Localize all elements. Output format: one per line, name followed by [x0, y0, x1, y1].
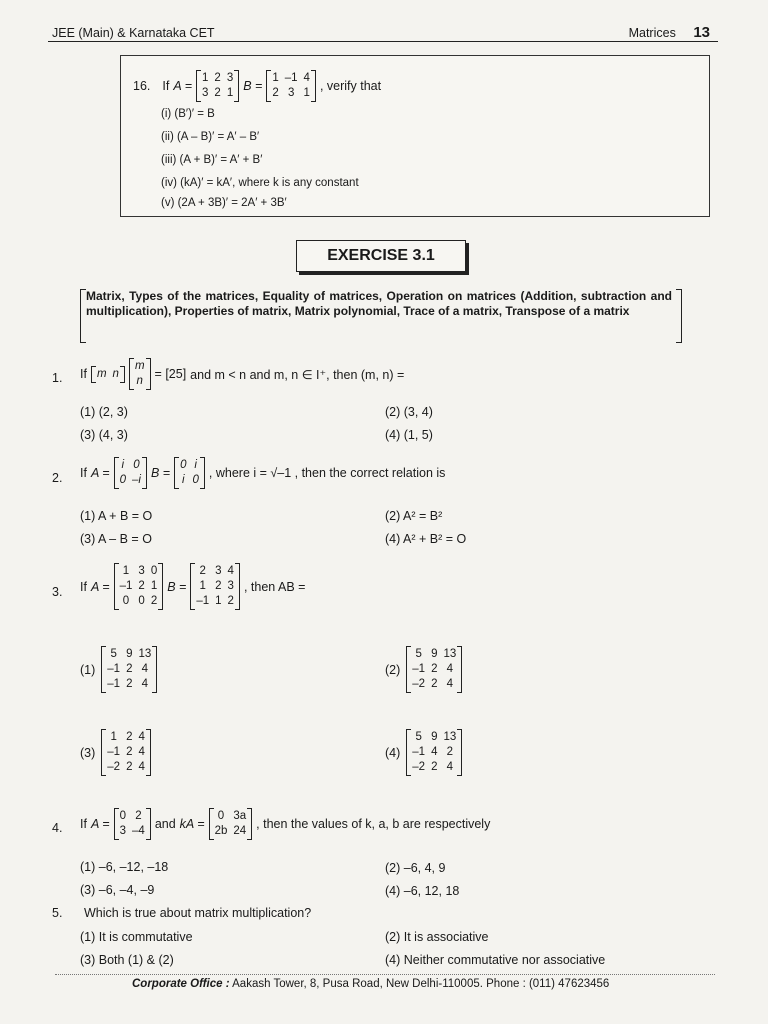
matrix-cell: 2 [199, 565, 206, 577]
option-label: (2) [385, 662, 401, 677]
matrix-cell: –1 [107, 746, 121, 758]
matrix-b [174, 457, 205, 489]
matrix-cell: 4 [303, 72, 310, 84]
matrix-cell: –1 [107, 663, 121, 675]
matrix-cell: 0 [133, 459, 140, 471]
matrix-cell: –1 [196, 595, 210, 607]
matrix-cell: i [194, 459, 197, 471]
matrix-cell: 2 [138, 580, 145, 592]
matrix-cell: 2 [431, 761, 438, 773]
matrix-a-label: A = [90, 466, 110, 480]
topics-list: Matrix, Types of the matrices, Equality of matrices, Operation on matrices (Addition, subtraction and multiplication), Properties of matrix, Matrix polynomial, Trace of a matrix, Transpose of a matrix [86, 289, 672, 318]
matrix-ka-label: kA = [179, 817, 205, 831]
matrix-cell: 13 [138, 648, 152, 660]
exercise-title: EXERCISE 3.1 [296, 240, 466, 272]
matrix-cell: 3 [226, 72, 234, 84]
matrix-cell: 4 [138, 731, 145, 743]
option-3 [80, 729, 151, 776]
part-iii: (iii) (A + B)′ = A′ + B′ [161, 154, 263, 166]
matrix-cell: 3 [202, 87, 209, 99]
question-4-number: 4. [52, 821, 63, 835]
matrix-cell: –1 [284, 72, 298, 84]
option-3: (3) A – B = O [80, 532, 152, 546]
running-header-right [629, 24, 710, 41]
matrix-a [114, 808, 151, 840]
option-matrix [101, 646, 157, 693]
matrix-cell: 5 [415, 731, 422, 743]
column-matrix [129, 358, 151, 390]
question-1-number: 1. [52, 371, 63, 385]
and-word: and [154, 817, 176, 831]
footer-rule [55, 974, 715, 975]
matrix-cell: i [121, 459, 125, 471]
matrix-cell: 4 [446, 663, 454, 675]
option-1: (1) It is commutative [80, 930, 193, 944]
matrix-cell: 0 [217, 810, 225, 822]
matrix-cell: –1 [107, 678, 121, 690]
matrix-cell: 9 [431, 731, 438, 743]
matrix-cell: 2 [215, 580, 222, 592]
question-tail: and m < n and m, n ∈ I⁺, then (m, n) = [190, 367, 405, 382]
question-5-stem: Which is true about matrix multiplication? [84, 906, 312, 920]
matrix-cell: 4 [141, 678, 149, 690]
question-3-stem [80, 563, 305, 610]
matrix-cell: 0 [150, 565, 158, 577]
footer [132, 978, 609, 990]
part-v: (v) (2A + 3B)′ = 2A′ + 3B′ [161, 197, 287, 209]
matrix-cell: 0 [119, 474, 127, 486]
equals-value: = [25] [154, 367, 187, 381]
matrix-cell: –i [132, 474, 141, 486]
option-matrix [406, 646, 462, 693]
matrix-cell: 4 [138, 746, 145, 758]
matrix-cell: –1 [119, 580, 133, 592]
question-16-box [120, 55, 710, 217]
matrix-cell: 1 [199, 580, 206, 592]
question-2-number: 2. [52, 471, 63, 485]
option-3: (3) (4, 3) [80, 428, 128, 442]
matrix-cell: 1 [150, 580, 158, 592]
matrix-cell: 3 [119, 825, 127, 837]
matrix-cell: 3 [287, 87, 295, 99]
question-16-stem [133, 70, 381, 102]
matrix-cell: 1 [303, 87, 310, 99]
option-1: (1) A + B = O [80, 509, 153, 523]
matrix-cell: 5 [110, 648, 117, 660]
if-word: If [80, 579, 87, 594]
matrix-cell: 1 [110, 731, 117, 743]
matrix-cell: 0 [138, 595, 145, 607]
matrix-cell: 2 [227, 595, 234, 607]
option-3: (3) –6, –4, –9 [80, 883, 155, 897]
if-word: If [80, 817, 87, 831]
matrix-cell: 2 [135, 810, 142, 822]
matrix-cell: 4 [446, 761, 454, 773]
option-matrix [101, 729, 151, 776]
matrix-cell: i [182, 474, 185, 486]
matrix-cell: 2 [126, 731, 133, 743]
option-4: (4) A² + B² = O [385, 532, 467, 546]
matrix-a [114, 457, 147, 489]
option-2: (2) –6, 4, 9 [385, 861, 446, 875]
matrix-cell: 3 [215, 565, 222, 577]
matrix-cell: 3 [227, 580, 234, 592]
matrix-a [114, 563, 164, 610]
option-2: (2) A² = B² [385, 509, 443, 523]
matrix-cell: n [112, 367, 119, 380]
if-word: If [162, 79, 170, 93]
matrix-cell: m [96, 367, 107, 380]
matrix-cell: 9 [431, 648, 438, 660]
matrix-cell: –2 [412, 761, 426, 773]
matrix-cell: 4 [227, 565, 234, 577]
option-4: (4) Neither commutative nor associative [385, 953, 606, 967]
running-header-left: JEE (Main) & Karnataka CET [52, 26, 215, 40]
question-5-number: 5. [52, 906, 63, 920]
question-tail: , then AB = [243, 579, 306, 594]
matrix-a-label: A = [90, 579, 110, 594]
matrix-b-label: B = [167, 579, 187, 594]
matrix-ka [209, 808, 253, 840]
option-label: (1) [80, 662, 96, 677]
option-4: (4) (1, 5) [385, 428, 433, 442]
matrix-cell: 2 [126, 761, 133, 773]
matrix-cell: 1 [215, 595, 222, 607]
footer-address: Aakash Tower, 8, Pusa Road, New Delhi-110005. Phone : (011) 47623456 [229, 978, 610, 990]
part-ii: (ii) (A – B)′ = A′ – B′ [161, 131, 260, 143]
question-number: 16. [133, 79, 151, 93]
matrix-cell: 13 [443, 731, 457, 743]
option-1 [80, 646, 157, 693]
if-word: If [80, 367, 87, 381]
matrix-cell: 4 [446, 678, 454, 690]
matrix-cell: 9 [126, 648, 133, 660]
question-4-stem [80, 808, 490, 840]
matrix-cell: 1 [202, 72, 209, 84]
option-2: (2) (3, 4) [385, 405, 433, 419]
matrix-cell: 1 [122, 565, 130, 577]
matrix-cell: 5 [415, 648, 422, 660]
option-3: (3) Both (1) & (2) [80, 953, 174, 967]
matrix-cell: n [136, 375, 143, 387]
question-3-number: 3. [52, 585, 63, 599]
matrix-cell: 24 [233, 825, 247, 837]
option-1: (1) (2, 3) [80, 405, 128, 419]
matrix-cell: 2 [214, 72, 221, 84]
row-matrix [91, 366, 125, 383]
part-iv: (iv) (kA)′ = kA′, where k is any constant [161, 177, 359, 189]
option-4 [385, 729, 462, 776]
matrix-cell: 0 [119, 810, 127, 822]
matrix-cell: 2 [126, 663, 133, 675]
option-2: (2) It is associative [385, 930, 489, 944]
matrix-cell: 13 [443, 648, 457, 660]
matrix-cell: 1 [272, 72, 279, 84]
option-2 [385, 646, 462, 693]
matrix-cell: –1 [412, 746, 426, 758]
header-rule [48, 41, 718, 42]
matrix-a [196, 70, 239, 102]
question-tail: , then the values of k, a, b are respectively [256, 817, 491, 831]
right-bracket [676, 289, 682, 343]
matrix-cell: 2 [431, 663, 438, 675]
matrix-cell: 4 [431, 746, 438, 758]
part-i: (i) (B′)′ = B [161, 108, 215, 120]
matrix-cell: –2 [107, 761, 121, 773]
matrix-b [190, 563, 240, 610]
question-1-stem [80, 358, 404, 390]
page-number: 13 [693, 24, 710, 41]
matrix-cell: m [134, 360, 145, 372]
matrix-cell: –4 [132, 825, 145, 837]
question-2-stem [80, 457, 445, 489]
matrix-b-label: B = [150, 466, 171, 480]
option-1: (1) –6, –12, –18 [80, 860, 169, 874]
option-label: (3) [80, 745, 96, 760]
if-word: If [80, 466, 87, 480]
option-matrix [406, 729, 462, 776]
matrix-cell: 3a [233, 810, 247, 822]
chapter-name: Matrices [628, 26, 676, 40]
footer-label: Corporate Office : [132, 978, 230, 990]
matrix-cell: 2 [214, 87, 221, 99]
matrix-b [266, 70, 316, 102]
matrix-cell: 0 [192, 474, 199, 486]
matrix-cell: –2 [412, 678, 426, 690]
matrix-cell: 2 [431, 678, 438, 690]
matrix-cell: –1 [412, 663, 426, 675]
matrix-cell: 3 [138, 565, 145, 577]
matrix-b-label: B = [243, 79, 263, 93]
question-tail: , where i = √–1 , then the correct relation is [208, 466, 446, 480]
matrix-cell: 2 [150, 595, 158, 607]
matrix-cell: 4 [138, 761, 145, 773]
matrix-a-label: A = [173, 79, 192, 93]
matrix-cell: 2 [272, 87, 279, 99]
matrix-cell: 2 [446, 746, 454, 758]
matrix-a-label: A = [90, 817, 110, 831]
matrix-cell: 2 [126, 678, 133, 690]
option-label: (4) [385, 745, 401, 760]
matrix-cell: 2 [126, 746, 133, 758]
option-4: (4) –6, 12, 18 [385, 884, 460, 898]
question-tail: , verify that [319, 79, 382, 93]
matrix-cell: 2b [214, 825, 228, 837]
matrix-cell: 0 [122, 595, 130, 607]
matrix-cell: 4 [141, 663, 149, 675]
matrix-cell: 1 [226, 87, 234, 99]
matrix-cell: 0 [180, 459, 187, 471]
